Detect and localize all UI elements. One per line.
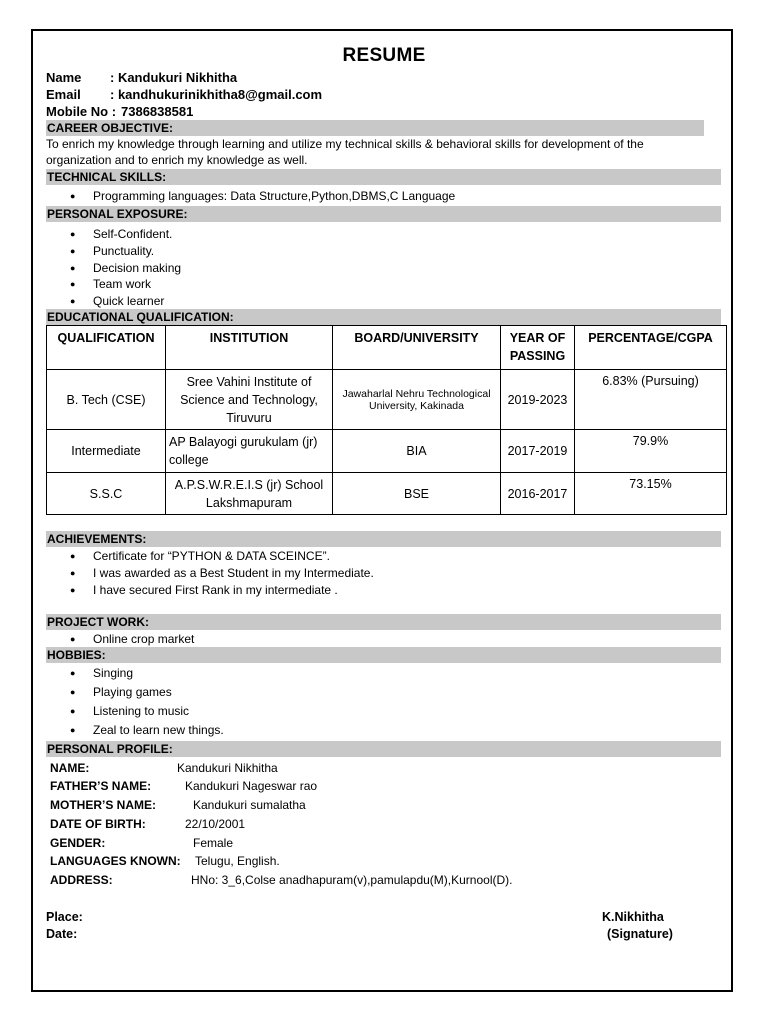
- bullet-icon: ●: [70, 568, 76, 578]
- header-institution: INSTITUTION: [166, 326, 333, 370]
- profile-gender-value: Female: [193, 836, 234, 850]
- table-row: [47, 473, 727, 515]
- header-qualification: QUALIFICATION: [47, 326, 166, 370]
- achievements-heading: ACHIEVEMENTS:: [46, 531, 721, 547]
- achievement-item: I have secured First Rank in my intermediate .: [93, 583, 338, 597]
- profile-mother-value: Kandukuri sumalatha: [193, 798, 306, 812]
- contact-name-value: : Kandukuri Nikhitha: [110, 70, 238, 85]
- profile-name-value: Kandukuri Nikhitha: [177, 761, 278, 775]
- place-label: Place:: [46, 910, 83, 924]
- contact-mobile-label: Mobile No :: [46, 104, 117, 119]
- cell-institution: Sree Vahini Institute of Science and Technology, Tiruvuru: [166, 370, 333, 430]
- profile-name-label: NAME:: [50, 761, 90, 775]
- exposure-item: Team work: [93, 277, 152, 291]
- bullet-icon: ●: [70, 668, 76, 678]
- bullet-icon: ●: [70, 706, 76, 716]
- profile-languages-value: Telugu, English.: [195, 854, 280, 868]
- signature-label: (Signature): [607, 927, 673, 941]
- education-heading: EDUCATIONAL QUALIFICATION:: [46, 309, 721, 325]
- hobby-item: Singing: [93, 666, 134, 680]
- personal-exposure-heading: PERSONAL EXPOSURE:: [46, 206, 721, 222]
- career-objective-line-1: To enrich my knowledge through learning and utilize my technical skills & behavioral skills for development of the: [46, 137, 644, 151]
- cell-qualification: B. Tech (CSE): [47, 370, 166, 430]
- exposure-item: Punctuality.: [93, 244, 155, 258]
- hobby-item: Zeal to learn new things.: [93, 723, 224, 737]
- exposure-item: Self-Confident.: [93, 227, 173, 241]
- bullet-icon: ●: [70, 687, 76, 697]
- resume-title: RESUME: [342, 45, 426, 66]
- cell-percentage: 6.83% (Pursuing): [575, 370, 727, 430]
- cell-board: BIA: [333, 430, 501, 473]
- exposure-item: Quick learner: [93, 294, 165, 308]
- profile-mother-label: MOTHER’S NAME:: [50, 798, 156, 812]
- signature-name: K.Nikhitha: [602, 910, 664, 924]
- career-objective-heading: CAREER OBJECTIVE:: [46, 120, 704, 136]
- cell-institution: AP Balayogi gurukulam (jr) college: [166, 430, 333, 473]
- personal-profile-heading: PERSONAL PROFILE:: [46, 741, 721, 757]
- profile-father-value: Kandukuri Nageswar rao: [185, 779, 318, 793]
- date-label: Date:: [46, 927, 78, 941]
- technical-skill-item: Programming languages: Data Structure,Python,DBMS,C Language: [93, 189, 456, 203]
- table-row: [47, 430, 727, 473]
- profile-address-label: ADDRESS:: [50, 873, 113, 887]
- profile-dob-value: 22/10/2001: [185, 817, 246, 831]
- header-percentage: PERCENTAGE/CGPA: [575, 326, 727, 370]
- bullet-icon: ●: [70, 296, 76, 306]
- cell-institution: A.P.S.W.R.E.I.S (jr) School Lakshmapuram: [166, 473, 333, 515]
- achievement-item: I was awarded as a Best Student in my Intermediate.: [93, 566, 374, 580]
- bullet-icon: ●: [70, 585, 76, 595]
- bullet-icon: ●: [70, 229, 76, 239]
- hobby-item: Listening to music: [93, 704, 190, 718]
- bullet-icon: ●: [70, 191, 76, 201]
- hobbies-heading: HOBBIES:: [46, 647, 721, 663]
- education-table: [46, 325, 727, 515]
- profile-address-value: HNo: 3_6,Colse anadhapuram(v),pamulapdu(M),Kurnool(D).: [191, 873, 513, 887]
- table-row: [47, 370, 727, 430]
- profile-dob-label: DATE OF BIRTH:: [50, 817, 146, 831]
- project-work-heading: PROJECT WORK:: [46, 614, 721, 630]
- bullet-icon: ●: [70, 551, 76, 561]
- cell-qualification: Intermediate: [47, 430, 166, 473]
- contact-name-label: Name: [46, 70, 82, 85]
- cell-qualification: S.S.C: [47, 473, 166, 515]
- contact-email-label: Email: [46, 87, 81, 102]
- hobby-item: Playing games: [93, 685, 172, 699]
- contact-email-value: : kandhukurinikhitha8@gmail.com: [110, 87, 323, 102]
- cell-year: 2016-2017: [501, 473, 575, 515]
- cell-board: BSE: [333, 473, 501, 515]
- career-objective-line-2: organization and to enrich my knowledge as well.: [46, 153, 308, 167]
- header-year: YEAR OF PASSING: [501, 326, 575, 370]
- technical-skills-heading: TECHNICAL SKILLS:: [46, 169, 721, 185]
- cell-year: 2017-2019: [501, 430, 575, 473]
- profile-gender-label: GENDER:: [50, 836, 106, 850]
- cell-board: Jawaharlal Nehru Technological University, Kakinada: [333, 370, 501, 430]
- bullet-icon: ●: [70, 725, 76, 735]
- profile-languages-label: LANGUAGES KNOWN:: [50, 854, 181, 868]
- exposure-item: Decision making: [93, 261, 182, 275]
- bullet-icon: ●: [70, 246, 76, 256]
- profile-father-label: FATHER’S NAME:: [50, 779, 152, 793]
- project-item: Online crop market: [93, 632, 195, 646]
- cell-year: 2019-2023: [501, 370, 575, 430]
- bullet-icon: ●: [70, 263, 76, 273]
- bullet-icon: ●: [70, 634, 76, 644]
- education-header-row: [47, 326, 727, 370]
- achievement-item: Certificate for “PYTHON & DATA SCEINCE”.: [93, 549, 330, 563]
- bullet-icon: ●: [70, 279, 76, 289]
- cell-percentage: 79.9%: [575, 430, 727, 473]
- cell-percentage: 73.15%: [575, 473, 727, 515]
- contact-mobile-value: 7386838581: [121, 104, 194, 119]
- header-board: BOARD/UNIVERSITY: [333, 326, 501, 370]
